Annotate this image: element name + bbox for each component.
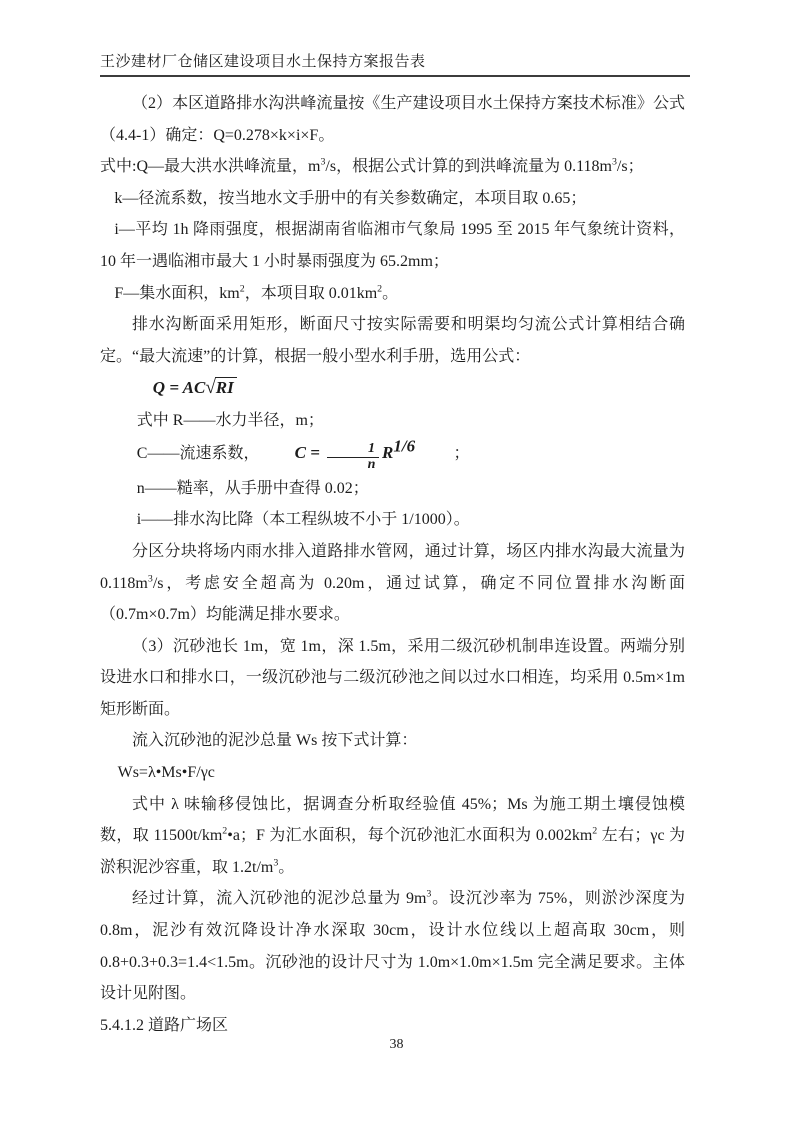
paragraph-definition: i—平均 1h 降雨强度，根据湖南省临湘市气象局 1995 至 2015 年气象统计资料，10 年一遇临湘市最大 1 小时暴雨强度为 65.2mm； [100, 221, 685, 270]
paragraph-body-indent: 经过计算，流入沉砂池的泥沙总量为 $9m^3$。设沉沙率为 75%，则淤沙深度为 0.8m，泥沙有效沉降设计净水深取 30cm，设计水位线以上超高取 30cm，则 0.8+0.3+0.3=1.4<1.5m。沉砂池的设计尺寸为 1.0m×1.0m×1.5m 完全满足要求。主体设计见附图。 [100, 889, 685, 1003]
paragraph-body-flush: 式中:Q—最大洪水洪峰流量，$m^3/s$，根据公式计算的到洪峰流量为 $0.118m^3/s$； [100, 156, 644, 176]
paragraph-subdefinition: 式中 R——水力半径，m； [136, 411, 324, 429]
paragraph-body-indent: （2）本区道路排水沟洪峰流量按《生产建设项目水土保持方案技术标准》公式（4.4-1）确定：Q=0.278×k×i×F。 [100, 95, 685, 144]
paragraph-body-indent: 分区分块将场内雨水排入道路排水管网，通过计算，场区内排水沟最大流量为 $0.118m^3/s$，考虑安全超高为 0.20m，通过试算，确定不同位置排水沟断面（0.7m×0.7m）均能满足排水要求。 [100, 542, 685, 624]
document-body [100, 88, 685, 1041]
paragraph-subdefinition: C——流速系数， C = $\frac{1}{n}$ $R^{1/6}$ ； [136, 436, 470, 473]
page-number: 38 [389, 1037, 404, 1052]
header-title: 王沙建材厂仓储区建设项目水土保持方案报告表 [100, 54, 426, 70]
paragraph-body-indent: 排水沟断面采用矩形，断面尺寸按实际需要和明渠均匀流公式计算相结合确定。“最大流速”的计算，根据一般小型水利手册，选用公式： [100, 316, 685, 365]
paragraph-body-indent: （3）沉砂池长 1m，宽 1m，深 1.5m，采用二级沉砂机制串连设置。两端分别设进水口和排水口，一级沉砂池与二级沉砂池之间以过水口相连，均采用 0.5m×1m 矩形断面。 [100, 637, 685, 718]
paragraph-body-indent: 式中 λ 味输移侵蚀比，据调查分析取经验值 45%；Ms 为施工期土壤侵蚀模数，取 $11500t/km^2•a$；F 为汇水面积，每个沉砂池汇水面积为 $0.002km^2$ 左右；γc 为淤积泥沙容重，取 $1.2t/m^3$。 [100, 795, 685, 876]
paragraph-body-indent: 流入沉砂池的泥沙总量 Ws 按下式计算： [132, 732, 418, 750]
paragraph-formula-display: Q = AC√RI [100, 372, 685, 405]
paragraph-subdefinition: n——糙率，从手册中查得 0.02； [136, 479, 369, 497]
paragraph-definition: F—集水面积，$km^2$，本项目取 $0.01km^2$。 [114, 283, 399, 302]
page-header [100, 52, 690, 77]
paragraph-subdefinition: i——排水沟比降（本工程纵坡不小于 1/1000）。 [136, 511, 470, 529]
paragraph-formula-plain: Ws=λ•Ms•F/γc [117, 764, 215, 782]
radical: √RI [205, 380, 236, 397]
paragraph-definition: k—径流系数，按当地水文手册中的有关参数确定，本项目取 0.65； [114, 189, 587, 207]
page-footer [0, 1037, 793, 1053]
fraction: $\frac{1}{n}$ [327, 442, 379, 472]
paragraph-heading: 5.4.1.2 道路广场区 [100, 1016, 229, 1034]
